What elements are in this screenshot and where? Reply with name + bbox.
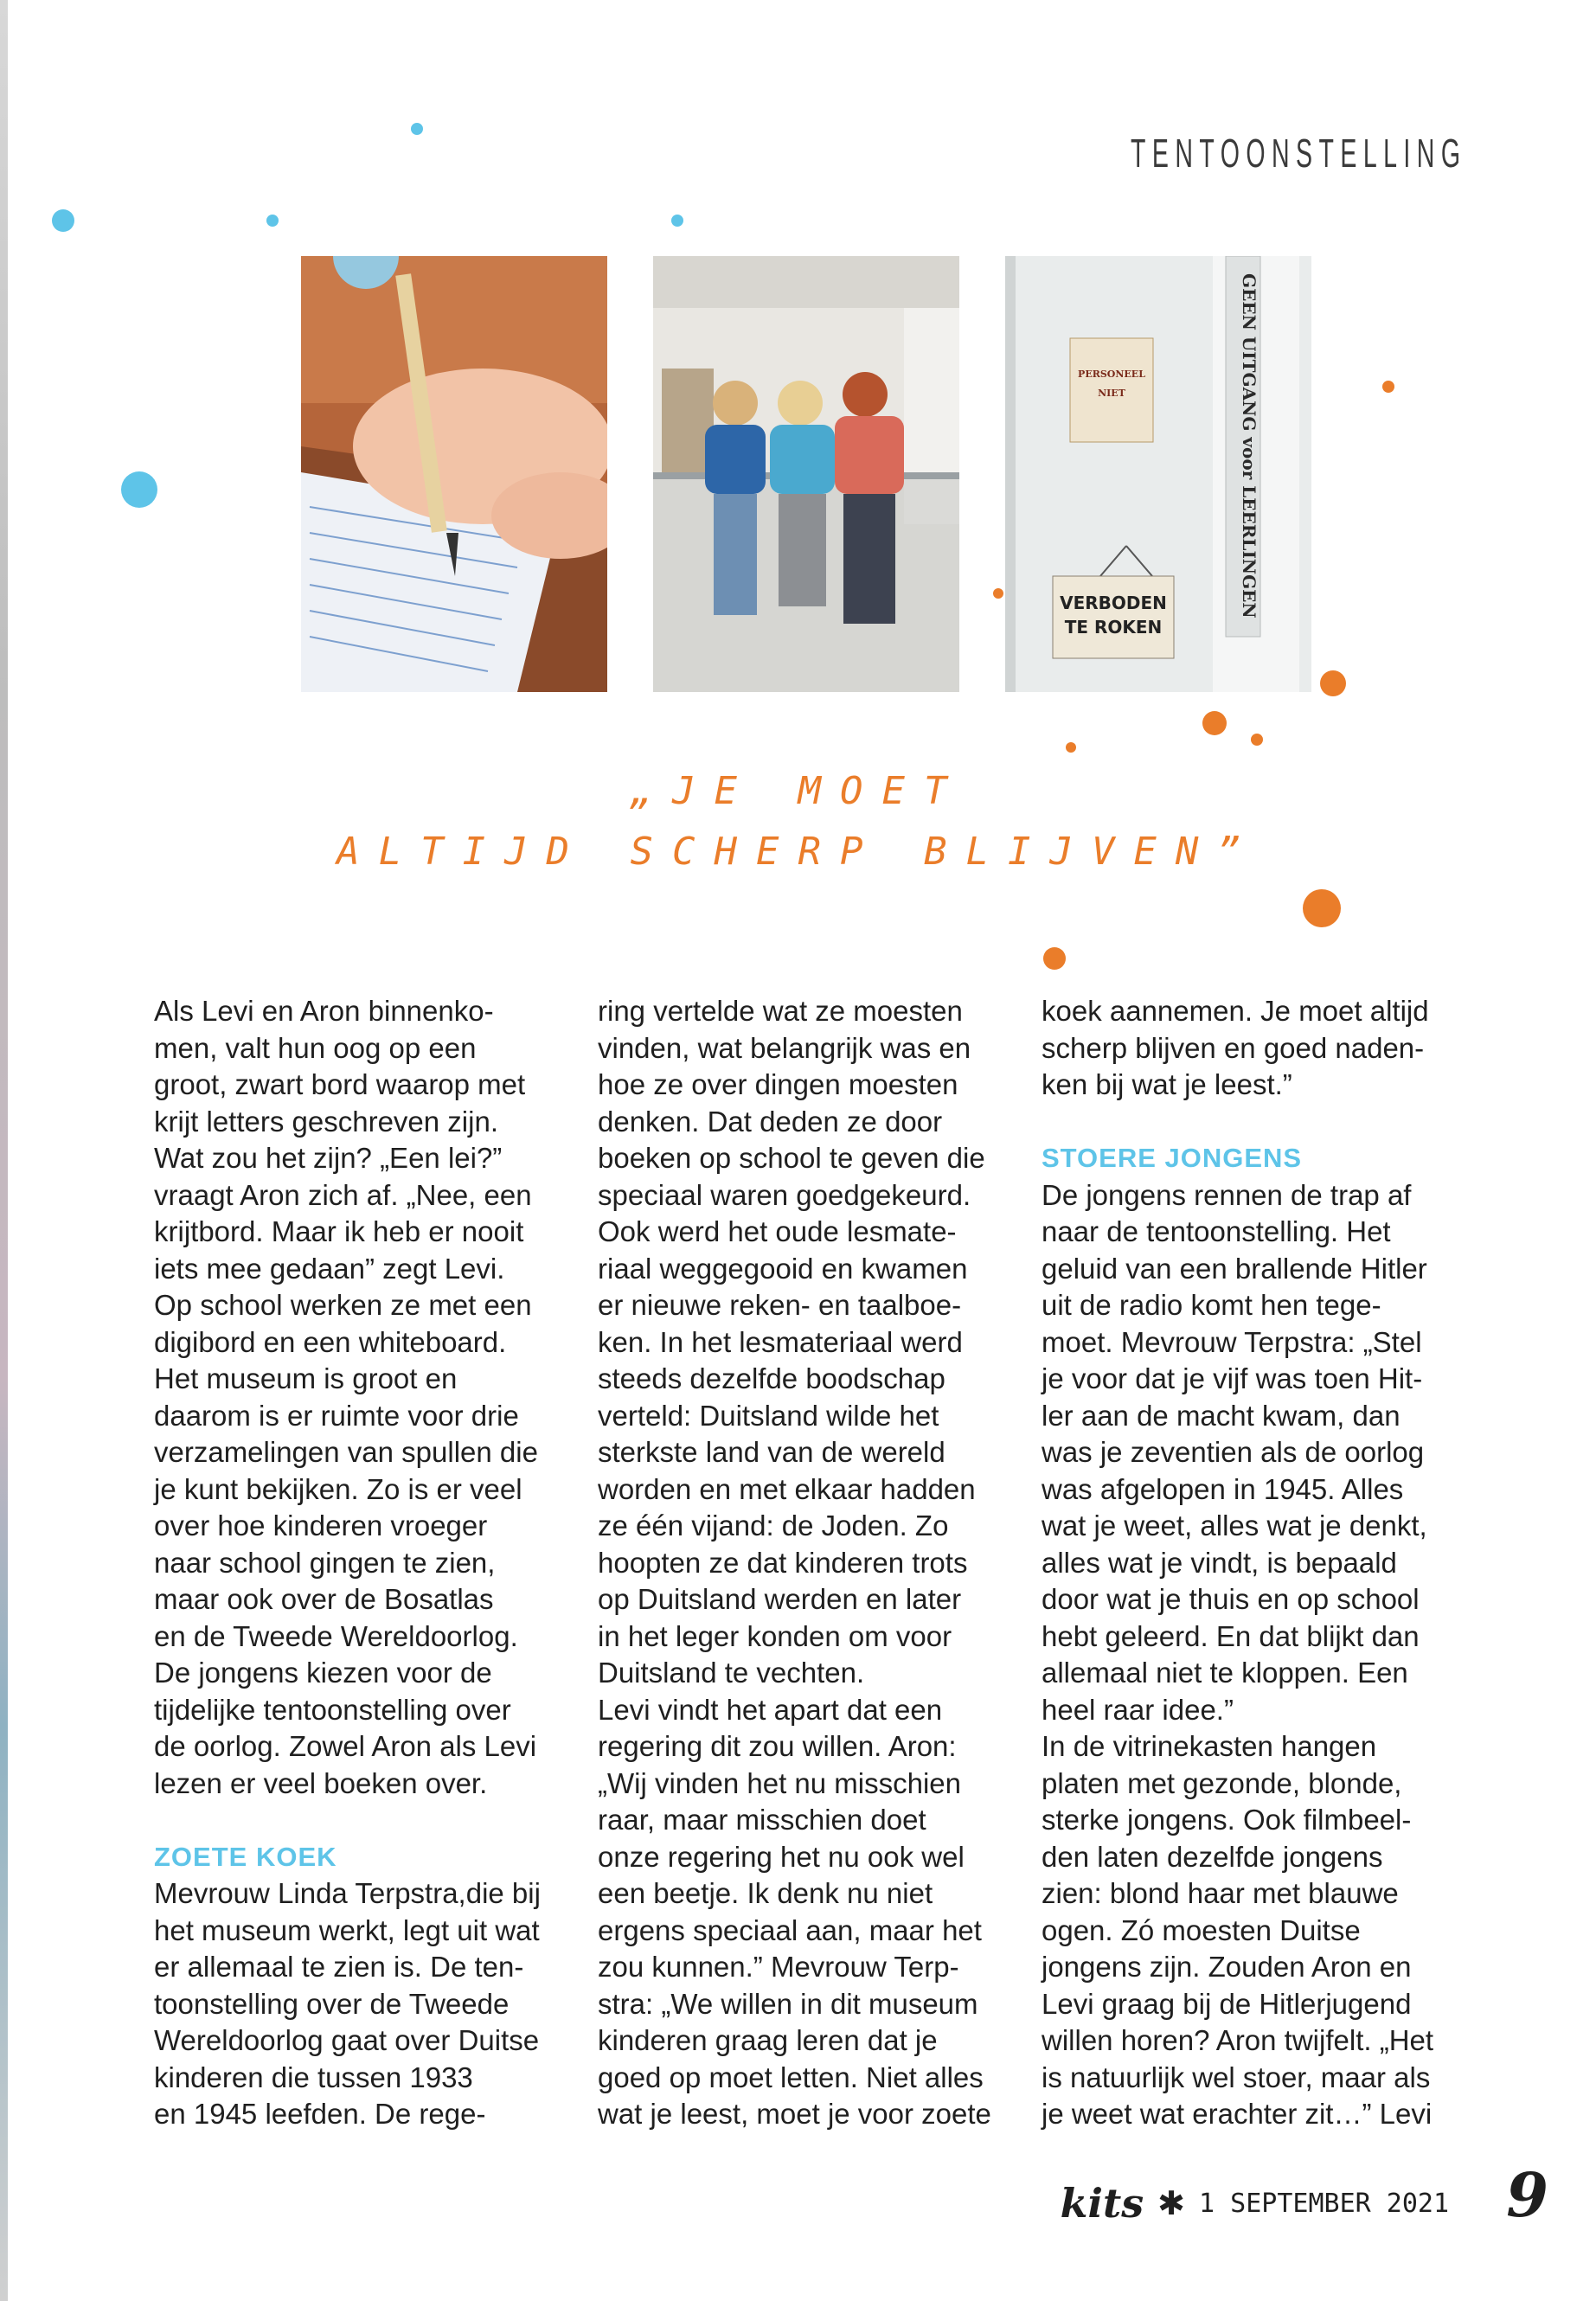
text-line: kinderen graag leren dat je bbox=[598, 2024, 938, 2056]
text-line: willen horen? Aron twijfelt. „Het bbox=[1042, 2024, 1434, 2056]
svg-text:PERSONEELNIET: PERSONEEL NIET bbox=[1078, 369, 1145, 399]
photo-school-door bbox=[1005, 256, 1311, 692]
text-line: daarom is er ruimte voor drie bbox=[154, 1399, 519, 1432]
text-line: zien: blond haar met blauwe bbox=[1042, 1877, 1399, 1909]
page-number: 9 bbox=[1506, 2159, 1548, 2231]
text-line: hoopten ze dat kinderen trots bbox=[598, 1546, 968, 1579]
text-line: tijdelijke tentoonstelling over bbox=[154, 1693, 511, 1726]
article-title bbox=[0, 761, 1596, 882]
text-line: raar, maar misschien doet bbox=[598, 1804, 926, 1836]
text-line: zou kunnen.” Mevrouw Terp- bbox=[598, 1951, 959, 1983]
text-line: Op school werken ze met een bbox=[154, 1289, 532, 1321]
orange-splatter bbox=[1251, 734, 1263, 746]
photo-children-railing bbox=[653, 256, 959, 692]
text-line: wat je leest, moet je voor zoete bbox=[598, 2098, 991, 2130]
blue-splatter bbox=[266, 215, 279, 227]
text-line: vraagt Aron zich af. „Nee, een bbox=[154, 1178, 532, 1211]
paragraph-gap bbox=[154, 1802, 586, 1839]
text-line: een beetje. Ik denk nu niet bbox=[598, 1877, 933, 1909]
text-line: worden en met elkaar hadden bbox=[598, 1472, 976, 1505]
blue-splatter bbox=[671, 215, 683, 227]
text-line: kinderen die tussen 1933 bbox=[154, 2061, 473, 2093]
text-line: naar school gingen te zien, bbox=[154, 1546, 496, 1579]
text-line: Wereldoorlog gaat over Duitse bbox=[154, 2024, 540, 2056]
text-line: ergens speciaal aan, maar het bbox=[598, 1913, 982, 1946]
text-line: steeds dezelfde boodschap bbox=[598, 1362, 945, 1394]
text-line: wat je weet, alles wat je denkt, bbox=[1042, 1509, 1427, 1541]
section-heading: STOERE JONGENS bbox=[1042, 1143, 1303, 1173]
text-line: en de Tweede Wereldoorlog. bbox=[154, 1619, 518, 1652]
page-footer bbox=[1061, 2173, 1449, 2234]
text-line: Levi graag bij de Hitlerjugend bbox=[1042, 1987, 1412, 2020]
text-line: Het museum is groot en bbox=[154, 1362, 458, 1394]
text-line: uit de radio komt hen tege- bbox=[1042, 1289, 1381, 1321]
text-line: platen met gezonde, blonde, bbox=[1042, 1766, 1402, 1799]
text-column-1 bbox=[154, 993, 586, 2133]
text-line: goed op moet letten. Niet alles bbox=[598, 2061, 984, 2093]
text-line: was je zeventien als de oorlog bbox=[1042, 1436, 1425, 1468]
orange-splatter bbox=[1303, 889, 1341, 927]
verboden-sign-line1: VERBODEN bbox=[1060, 593, 1167, 613]
text-line: krijtbord. Maar ik heb er nooit bbox=[154, 1215, 524, 1247]
text-line: door wat je thuis en op school bbox=[1042, 1583, 1420, 1615]
text-line: Als Levi en Aron binnenko- bbox=[154, 995, 494, 1027]
text-line: heel raar idee.” bbox=[1042, 1693, 1234, 1726]
orange-splatter bbox=[1382, 381, 1394, 393]
page-spine bbox=[0, 0, 8, 2301]
orange-splatter bbox=[1066, 742, 1076, 753]
text-line: moet. Mevrouw Terpstra: „Stel bbox=[1042, 1325, 1422, 1358]
text-line: men, valt hun oog op een bbox=[154, 1031, 477, 1064]
verboden-sign-line2: TE ROKEN bbox=[1064, 617, 1163, 638]
text-line: geluid van een brallende Hitler bbox=[1042, 1252, 1427, 1285]
text-line: op Duitsland werden en later bbox=[598, 1583, 962, 1615]
text-line: hoe ze over dingen moesten bbox=[598, 1068, 958, 1100]
text-line: ken bij wat je leest.” bbox=[1042, 1068, 1292, 1100]
section-label: TENTOONSTELLING bbox=[1130, 131, 1466, 176]
text-line: sterke jongens. Ook filmbeel- bbox=[1042, 1804, 1412, 1836]
orange-splatter bbox=[1202, 711, 1227, 735]
paragraph-gap bbox=[1042, 1104, 1474, 1141]
photo-writing-hand bbox=[301, 256, 607, 692]
text-column-3 bbox=[1042, 993, 1474, 2133]
text-line: Duitsland te vechten. bbox=[598, 1657, 865, 1689]
text-line: er allemaal te zien is. De ten- bbox=[154, 1951, 524, 1983]
door-sign-vertical: GEEN UITGANG voor LEERLINGEN bbox=[1239, 273, 1259, 619]
text-line: allemaal niet te kloppen. Een bbox=[1042, 1657, 1408, 1689]
text-line: regering dit zou willen. Aron: bbox=[598, 1730, 957, 1762]
text-line: Wat zou het zijn? „Een lei?” bbox=[154, 1142, 503, 1174]
text-line: stra: „We willen in dit museum bbox=[598, 1987, 978, 2020]
text-line: iets mee gedaan” zegt Levi. bbox=[154, 1252, 505, 1285]
orange-splatter bbox=[1320, 670, 1346, 696]
text-line: vinden, wat belangrijk was en bbox=[598, 1031, 971, 1064]
title-line-1: „JE MOET bbox=[630, 769, 966, 813]
title-line-2: ALTIJD SCHERP BLIJVEN” bbox=[337, 830, 1259, 874]
text-line: onze regering het nu ook wel bbox=[598, 1840, 965, 1873]
text-line: In de vitrinekasten hangen bbox=[1042, 1730, 1377, 1762]
text-line: jongens zijn. Zouden Aron en bbox=[1042, 1951, 1412, 1983]
section-heading: ZOETE KOEK bbox=[154, 1841, 337, 1872]
text-line: maar ook over de Bosatlas bbox=[154, 1583, 494, 1615]
blue-splatter bbox=[52, 209, 74, 232]
text-line: De jongens kiezen voor de bbox=[154, 1657, 492, 1689]
text-line: er nieuwe reken- en taalboe- bbox=[598, 1289, 962, 1321]
text-line: alles wat je vindt, is bepaald bbox=[1042, 1546, 1397, 1579]
text-line: scherp blijven en goed naden- bbox=[1042, 1031, 1425, 1064]
text-line: koek aannemen. Je moet altijd bbox=[1042, 995, 1429, 1027]
text-line: hebt geleerd. En dat blijkt dan bbox=[1042, 1619, 1420, 1652]
text-line: je kunt bekijken. Zo is er veel bbox=[154, 1472, 522, 1505]
text-line: is natuurlijk wel stoer, maar als bbox=[1042, 2061, 1431, 2093]
text-line: was afgelopen in 1945. Alles bbox=[1042, 1472, 1404, 1505]
text-line: de oorlog. Zowel Aron als Levi bbox=[154, 1730, 537, 1762]
text-line: riaal weggegooid en kwamen bbox=[598, 1252, 968, 1285]
orange-splatter bbox=[993, 588, 1003, 599]
text-line: toonstelling over de Tweede bbox=[154, 1987, 510, 2020]
text-line: lezen er veel boeken over. bbox=[154, 1766, 488, 1799]
text-line: ken. In het lesmateriaal werd bbox=[598, 1325, 963, 1358]
text-line: het museum werkt, legt uit wat bbox=[154, 1913, 540, 1946]
text-line: je voor dat je vijf was toen Hit- bbox=[1042, 1362, 1423, 1394]
text-line: De jongens rennen de trap af bbox=[1042, 1178, 1412, 1211]
text-line: in het leger konden om voor bbox=[598, 1619, 952, 1652]
text-line: Ook werd het oude lesmate- bbox=[598, 1215, 957, 1247]
text-line: ogen. Zó moesten Duitse bbox=[1042, 1913, 1361, 1946]
magazine-logo: kits bbox=[1060, 2180, 1144, 2227]
text-line: Mevrouw Linda Terpstra,die bij bbox=[154, 1877, 541, 1909]
text-line: ring vertelde wat ze moesten bbox=[598, 995, 963, 1027]
text-line: ze één vijand: de Joden. Zo bbox=[598, 1509, 949, 1541]
text-line: naar de tentoonstelling. Het bbox=[1042, 1215, 1391, 1247]
text-line: den laten dezelfde jongens bbox=[1042, 1840, 1383, 1873]
asterisk-icon: ✱ bbox=[1157, 2185, 1186, 2222]
blue-splatter bbox=[411, 123, 423, 135]
text-line: over hoe kinderen vroeger bbox=[154, 1509, 488, 1541]
text-line: verzamelingen van spullen die bbox=[154, 1436, 538, 1468]
orange-splatter bbox=[1043, 947, 1066, 970]
text-line: en 1945 leefden. De rege- bbox=[154, 2098, 486, 2130]
text-line: ler aan de macht kwam, dan bbox=[1042, 1399, 1401, 1432]
text-column-2 bbox=[598, 993, 1030, 2133]
text-line: sterkste land van de wereld bbox=[598, 1436, 945, 1468]
text-line: Levi vindt het apart dat een bbox=[598, 1693, 943, 1726]
text-line: denken. Dat deden ze door bbox=[598, 1105, 943, 1138]
text-line: speciaal waren goedgekeurd. bbox=[598, 1178, 971, 1211]
blue-splatter bbox=[121, 471, 157, 508]
text-line: verteld: Duitsland wilde het bbox=[598, 1399, 939, 1432]
text-line: groot, zwart bord waarop met bbox=[154, 1068, 526, 1100]
text-line: je weet wat erachter zit…” Levi bbox=[1042, 2098, 1433, 2130]
text-line: krijt letters geschreven zijn. bbox=[154, 1105, 498, 1138]
text-line: digibord en een whiteboard. bbox=[154, 1325, 507, 1358]
text-line: boeken op school te geven die bbox=[598, 1142, 985, 1174]
issue-date: 1 SEPTEMBER 2021 bbox=[1199, 2188, 1449, 2219]
text-line: „Wij vinden het nu misschien bbox=[598, 1766, 962, 1799]
